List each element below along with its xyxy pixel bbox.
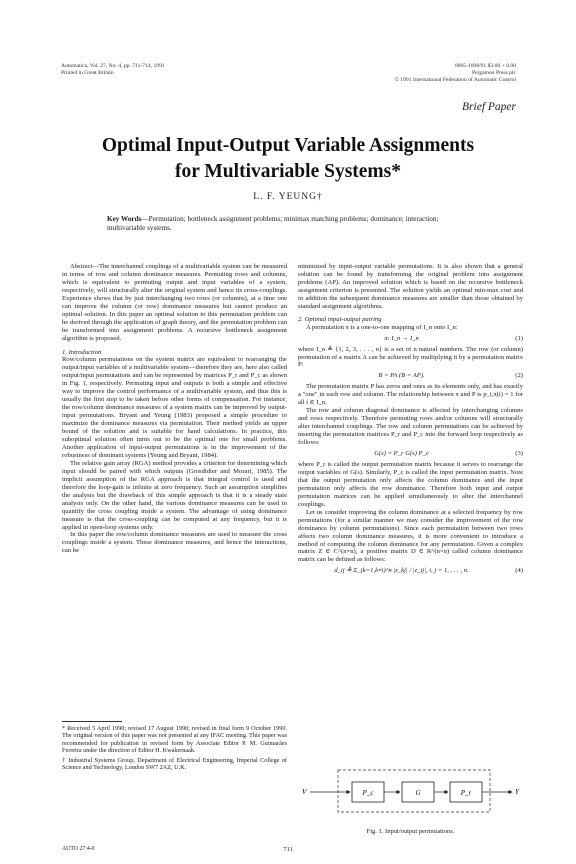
abstract-label: Abstract	[70, 263, 93, 270]
equation-3	[298, 450, 523, 458]
footnote-received: * Received 5 April 1990; revised 17 August 1990; revised in final form 9 October 1990. The original version of this paper was not presented at any IFAC meeting. This paper was recommended for publication in revised form by Associate Editor P. M. Guimarães Ferreira under the direction of Editor H. Kwakernaak.	[62, 725, 287, 755]
equation-1-body: π: I_n → I_n	[384, 334, 419, 342]
article-type: Brief Paper	[462, 101, 516, 113]
copyright-header	[395, 63, 516, 84]
input-permutation-label: P_c	[362, 789, 374, 797]
right-paragraph-2: A permutation π is a one-to-one mapping of I_n onto I_n:	[306, 323, 458, 331]
right-paragraph-5: The row and column diagonal dominance is affected by interchanging columns and rows respectively. Therefore permuting rows and/or columns will structurally alter interchannel couplings. The row and column permutations can be achieved by inserting the permutation matrices P_r and P_c into the forward loop respectively as follows:	[298, 407, 523, 447]
keywords-block	[107, 215, 467, 233]
author-name: L. F. YEUNG†	[253, 192, 323, 202]
right-paragraph-1: minimized by input-output variable permutations. It is also shown that a general solution can be found by transforming the original problem into assignment problems (AP). An improved solution which is based on the recursive bottleneck assignment criterion is presented. The solution yields an optimal min-max cost and in addition the subsequent dominance measures are smaller than those obtained by standard assignment algorithms.	[298, 263, 523, 310]
section-2-heading: 2. Optimal input-output pairing	[298, 315, 382, 323]
title-line-1: Optimal Input-Output Variable Assignments	[101, 135, 475, 156]
copyright-notice: © 1991 International Federation of Automatic Control	[394, 77, 516, 83]
equation-2-number: (2)	[515, 372, 523, 380]
intro-paragraph-1: Row/column permutations on the system matrix are equivalent to rearranging the output/input variables of a multivariable system—therefore they are, here also called output/input permutations and can be represented by matrices P_r and P_c as shown in Fig. 1, respectively. Permuting input and outputs is both a simple and effective way to improve the control performance of a multivariable system, and thus this is usually the first step to be taken before other forms of compensation. For instance, the row/column dominance measures of a system matrix can be improved by output-input permutations. Bryant and Yeung (1983) proposed a simple procedure to maximize the dominance measures via permutation. Their method yields an upper bound of the solution and is suitable for hand calculations. In practice, this suboptimal solution often turns out to be the optimal one for small problems. Another application of input-output permutations is in the improvement of the robustness of dominant systems (Yeung and Bryant, 1984).	[62, 356, 287, 459]
input-label: V	[302, 788, 307, 796]
section-1-heading: 1. Introduction	[62, 348, 102, 356]
page-number: 711	[283, 846, 293, 853]
equation-4-number: (4)	[515, 567, 523, 575]
keywords-label: Key Words	[107, 215, 142, 223]
left-column	[62, 263, 287, 555]
intro-paragraph-2: The relative gain array (RGA) method provides a criterion for determining which input should be paired with which outputs (Grosdidier and Morari, 1985). The implicit assumption of the RGA approach is that integral control is used and therefore the loop-gain is infinite at zero frequency. Such an assumption simplifies the analysis but the drawback of this simple approach is that it is a steady state analysis only. On the other hand, the various dominance measures can be used to quantify the cross coupling inside a system. The advantage of using dominance measure is that the cross-coupling can be computed at any frequency, but it is applied in open-loop systems only.	[62, 459, 287, 531]
equation-3-number: (3)	[515, 450, 523, 458]
equation-1-number: (1)	[515, 334, 523, 342]
output-label: Y	[515, 788, 519, 796]
abstract-text: —The interchannel couplings of a multivariable system can be measured in terms of row and column dominance measures. Permuting rows and columns, which is equivalent to permuting output and input variables of a system, respectively, will structurally alter the original system and hence its cross-couplings. Experience shows that by just interchanging two rows (or columns), at a time one can improve the column (or row) dominance measures but cannot produce an optimal solution. In this paper an optimal solution to this permutation problem can be derived through the application of graph theory, and the permutation problem can be transformed into assignment problems. A recursive bottleneck assignment algorithm is proposed.	[62, 263, 287, 342]
issn-price: 0005-1098/91 $3.00 + 0.00	[454, 63, 516, 69]
output-permutation-label: P_r	[460, 789, 472, 797]
right-column	[298, 263, 523, 578]
equation-4-body: d_ij ≜ Σ_(k=1,k≠i)^n |z_kj| / |z_ij|, i, j = 1, . . . , n.	[334, 567, 469, 575]
block-diagram	[298, 764, 523, 824]
figure-caption: Fig. 1. Input/output permutations.	[366, 828, 455, 835]
right-paragraph-4: The permutation matrix P has zeros and ones as its elements only, and has exactly a "one" in each row and column. The relationship between π and P is p_i,π(i) = 1 for all i ∈ I_n.	[298, 383, 523, 407]
title-line-2: for Multivariable Systems*	[174, 161, 402, 182]
figure-1	[298, 764, 523, 836]
printed-in: Printed in Great Britain	[61, 70, 114, 76]
journal-citation: Automatica, Vol. 27, No. 4, pp. 711-714, 1991	[61, 63, 165, 69]
right-paragraph-7: Let us consider improving the column dominance at a selected frequency by row permutations (for a similar manner we may consider the improvement of the row dominance by column permutations). Since each permutation between two rows affects two column dominance measures, it is more convenient to introduce a method of computing the column dominance for any permutation. Given a complex matrix Z ∈ C^(n×n), a positive matrix D ∈ R^(n×n) called column dominance matrix can be defined as follows:	[298, 508, 523, 564]
intro-paragraph-3: In this paper the row/column dominance measures are used to measure the cross couplings inside a system. These dominance measures, and hence the interactions, can be	[62, 531, 287, 555]
equation-1	[298, 335, 523, 343]
paper-title	[0, 133, 576, 185]
equation-2	[298, 372, 523, 380]
footnote-rule	[62, 721, 122, 722]
equation-2-body: B = PA (B = AP).	[378, 372, 425, 380]
abstract-paragraph	[62, 263, 287, 343]
footnotes	[62, 721, 287, 773]
equation-3-body: G(s) = P_r G(s) P_c	[374, 450, 429, 458]
article-code: AUTO 27:4-0	[62, 846, 95, 852]
right-paragraph-3: where I_n ≜ {1, 2, 3, . . . , n} is a set of n natural numbers. The row (or column) permutation of a matrix A can be achieved by multiplying it by a permutation matrix P:	[298, 345, 523, 369]
publisher: Pergamon Press plc	[471, 70, 516, 76]
right-paragraph-6: where P_r is called the output permutation matrix because it serves to rearrange the output variables of G(s). Similarly, P_c is called the input permutation matrix. Note that the output permutation only affects the column dominance and the input permutation only affects the row dominance. Therefore both input and output permutation matrices can be applied simultaneously to alter the interchannel couplings.	[298, 460, 523, 508]
plant-label: G	[415, 789, 421, 797]
footnote-affiliation: † Industrial Systems Group, Department of Electrical Engineering, Imperial College of Science and Technology, London SW7 2AZ, U.K.	[62, 756, 287, 772]
keywords-text: —Permutation; bottleneck assignment problems; minimax matching problems; dominance; interaction; multivariable systems.	[107, 215, 439, 232]
equation-4	[298, 567, 523, 575]
journal-header	[61, 63, 165, 77]
